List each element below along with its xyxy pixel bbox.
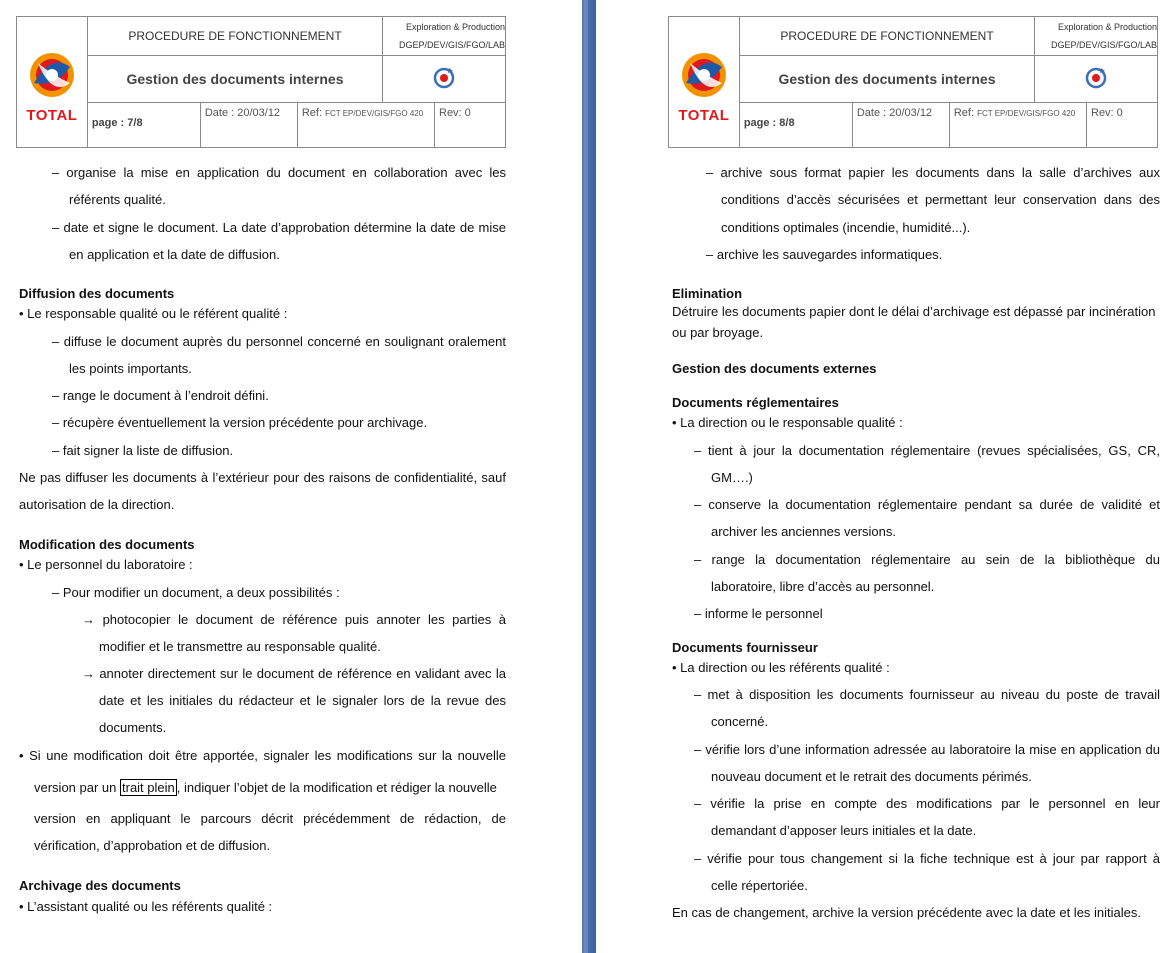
arrow-item-cont: documents. (99, 720, 167, 735)
page-divider (582, 0, 596, 953)
dept-code: DGEP/DEV/GIS/FGO/LAB (398, 40, 505, 50)
section-heading: Gestion des documents externes (672, 361, 877, 376)
list-item: – met à disposition les documents fournisseur au niveau du poste de travail (694, 687, 1160, 702)
bullet-item: • Le responsable qualité ou le référent qualité : (19, 306, 288, 321)
ref-code: FCT EP/DEV/GIS/FGO 420 (977, 109, 1076, 118)
list-item: – Pour modifier un document, a deux possibilités : (52, 585, 340, 600)
paragraph: Ne pas diffuser les documents à l’extérieur pour des raisons de confidentialité, sauf (19, 470, 506, 485)
document-page-left (0, 0, 578, 953)
list-item-cont: conditions d’accès sécurisées et permettant leur conservation dans des (721, 192, 1160, 207)
list-item: – fait signer la liste de diffusion. (52, 443, 234, 458)
list-item-cont: les points importants. (69, 361, 192, 376)
list-item: – date et signe le document. La date d’approbation détermine la date de mise (52, 220, 506, 235)
list-item: – informe le personnel (694, 606, 823, 621)
right-page-body (598, 0, 1176, 953)
bullet-item-cont: vérification, d’approbation et de diffusion. (34, 838, 271, 853)
revision: Rev: 0 (1091, 107, 1123, 119)
exploration-label: Exploration & Production (1057, 22, 1157, 32)
text-run-post: , indiquer l’objet de la modification et rédiger la nouvelle (176, 780, 497, 795)
bullet-item: • La direction ou le responsable qualité : (672, 415, 903, 430)
list-item-cont: celle répertoriée. (711, 878, 808, 893)
list-item: – vérifie pour tous changement si la fiche technique est à jour par rapport à (694, 851, 1160, 866)
section-heading: Documents réglementaires (672, 395, 839, 410)
bullet-item-cont (34, 774, 506, 801)
list-item: – tient à jour la documentation réglementaire (revues spécialisées, GS, CR, (694, 443, 1160, 458)
brand-name: TOTAL (678, 106, 730, 124)
arrow-item-cont: modifier et le transmettre au responsable qualité. (99, 639, 381, 654)
arrow-item-cont: date et les initiales du rédacteur et le signaler lors de la revue des (99, 693, 506, 708)
left-page-body (0, 0, 578, 953)
list-item-cont: concerné. (711, 714, 769, 729)
paragraph: Détruire les documents papier dont le délai d’archivage est dépassé par incinération (672, 304, 1156, 319)
document-page-right (598, 0, 1176, 953)
list-item: – archive les sauvegardes informatiques. (706, 247, 943, 262)
list-item-cont: en application et la date de diffusion. (69, 247, 280, 262)
section-heading: Diffusion des documents (19, 286, 175, 301)
procedure-label: PROCEDURE DE FONCTIONNEMENT (87, 17, 382, 56)
list-item-cont: laboratoire, libre d’accès au personnel. (711, 579, 935, 594)
list-item-cont: nouveau document et le retrait des documents périmés. (711, 769, 1032, 784)
section-heading: Modification des documents (19, 537, 195, 552)
text-run (34, 774, 497, 801)
paragraph-cont: autorisation de la direction. (19, 497, 175, 512)
exploration-label: Exploration & Production (405, 22, 505, 32)
bullet-item: • L’assistant qualité ou les référents qualité : (19, 899, 273, 914)
section-heading: Documents fournisseur (672, 640, 818, 655)
dept-code: DGEP/DEV/GIS/FGO/LAB (1050, 40, 1157, 50)
ref-label: Ref: (301, 107, 323, 119)
arrow-item: → photocopier le document de référence puis annoter les parties à (82, 612, 506, 627)
list-item-cont: référents qualité. (69, 192, 166, 207)
revision: Rev: 0 (439, 107, 471, 119)
highlighted-text: trait plein (122, 780, 175, 795)
list-item: – vérifie la prise en compte des modifications par le personnel en leur (694, 796, 1160, 811)
list-item: – range le document à l’endroit défini. (52, 388, 269, 403)
arrow-item: → annoter directement sur le document de référence en validant avec la (82, 666, 506, 681)
bullet-item: • La direction ou les référents qualité : (672, 660, 890, 675)
ref-code: FCT EP/DEV/GIS/FGO 420 (325, 109, 424, 118)
list-item: – archive sous format papier les documents dans la salle d’archives aux (706, 165, 1160, 180)
document-date: Date : 20/03/12 (852, 103, 949, 147)
page-number: page : 8/8 (740, 103, 853, 147)
document-title: Gestion des documents internes (739, 56, 1034, 103)
list-item-cont: conditions optimales (incendie, humidité...). (721, 220, 971, 235)
list-item: – organise la mise en application du document en collaboration avec les (52, 165, 506, 180)
bullet-item: • Si une modification doit être apportée, signaler les modifications sur la nouvelle (19, 748, 506, 763)
brand-name: TOTAL (26, 106, 78, 124)
list-item: – range la documentation réglementaire au sein de la bibliothèque du (694, 552, 1160, 567)
procedure-label: PROCEDURE DE FONCTIONNEMENT (739, 17, 1034, 56)
list-item-cont: demandant d’apposer leurs initiales et la date. (711, 823, 977, 838)
list-item: – vérifie lors d’une information adressée au laboratoire la mise en application du (694, 742, 1160, 757)
bullet-item-cont: version en appliquant le parcours décrit précédemment de rédaction, de (34, 811, 506, 826)
list-item: – récupère éventuellement la version précédente pour archivage. (52, 415, 428, 430)
ref-label: Ref: (953, 107, 975, 119)
text-run-pre: version par un (34, 780, 120, 795)
document-date: Date : 20/03/12 (200, 103, 297, 147)
paragraph-cont: ou par broyage. (672, 325, 764, 340)
section-heading: Elimination (672, 286, 743, 301)
bullet-item: • Le personnel du laboratoire : (19, 557, 193, 572)
document-title: Gestion des documents internes (87, 56, 382, 103)
list-item: – diffuse le document auprès du personnel concerné en soulignant oralement (52, 334, 506, 349)
section-heading: Archivage des documents (19, 878, 181, 893)
page-number: page : 7/8 (88, 103, 201, 147)
list-item-cont: archiver les anciennes versions. (711, 524, 896, 539)
list-item-cont: GM….) (711, 470, 753, 485)
list-item: – conserve la documentation réglementaire pendant sa durée de validité et (694, 497, 1160, 512)
paragraph: En cas de changement, archive la version précédente avec la date et les initiales. (672, 905, 1141, 920)
